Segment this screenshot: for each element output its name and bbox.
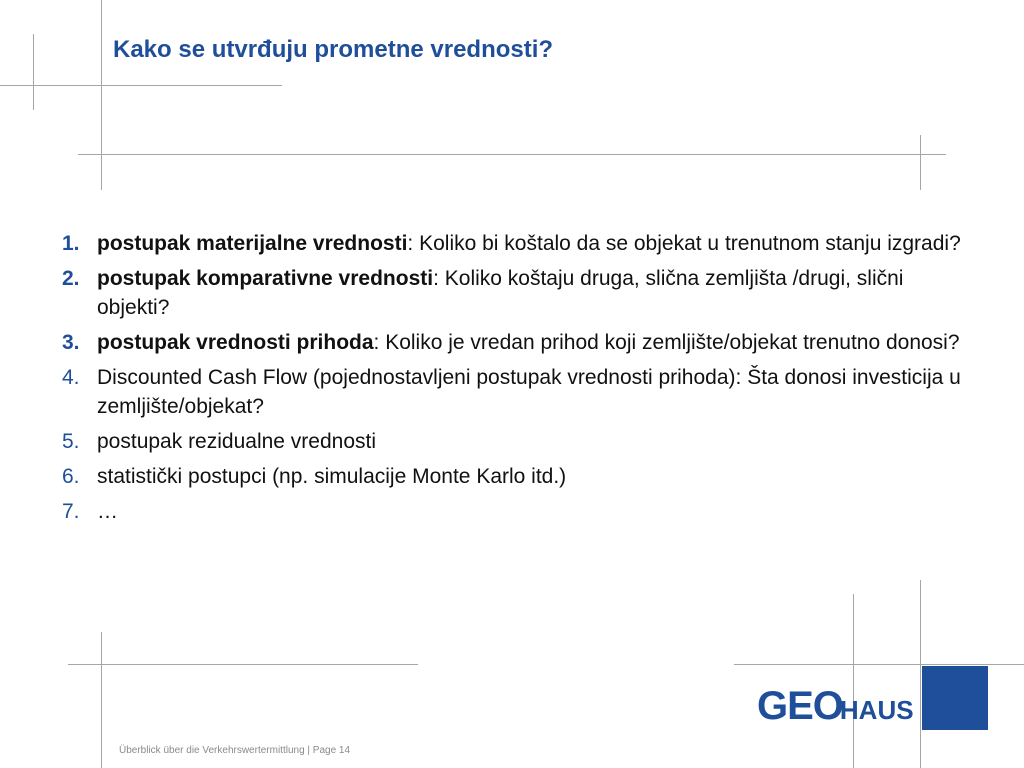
list-item-term: postupak materijalne vrednosti	[97, 232, 408, 255]
grid-line	[920, 580, 921, 768]
list-number: 2.	[62, 267, 80, 290]
list-item	[62, 462, 962, 491]
grid-line	[920, 135, 921, 190]
list-item	[62, 264, 962, 322]
grid-line	[78, 154, 946, 155]
logo-square	[922, 666, 988, 730]
grid-line	[101, 632, 102, 768]
list-item	[62, 497, 962, 526]
list-item-text: postupak rezidualne vrednosti	[97, 430, 377, 453]
method-list	[62, 229, 962, 532]
list-item	[62, 328, 962, 357]
list-item	[62, 363, 962, 421]
grid-line	[33, 34, 34, 110]
list-item-term: postupak vrednosti prihoda	[97, 331, 374, 354]
list-item-term: postupak komparativne vrednosti	[97, 267, 434, 290]
list-item-text: …	[97, 500, 118, 523]
geohaus-logo	[757, 684, 914, 729]
list-item-text: : Koliko je vredan prihod koji zemljište/objekat trenutno donosi?	[373, 331, 960, 354]
list-number: 7.	[62, 500, 80, 523]
list-number: 1.	[62, 232, 80, 255]
logo-haus: HAUS	[839, 695, 914, 725]
list-item-text: Discounted Cash Flow (pojednostavljeni postupak vrednosti prihoda): Šta donosi investicija u zemljište/objekat?	[97, 366, 961, 418]
list-number: 5.	[62, 430, 80, 453]
grid-line	[853, 594, 854, 768]
grid-line	[0, 85, 282, 86]
grid-line	[734, 664, 1024, 665]
grid-line	[101, 0, 102, 190]
list-item	[62, 427, 962, 456]
logo-geo: GEO	[757, 684, 843, 728]
slide-title: Kako se utvrđuju prometne vrednosti?	[113, 36, 554, 63]
list-item-text: : Koliko bi koštalo da se objekat u trenutnom stanju izgradi?	[407, 232, 961, 255]
list-item	[62, 229, 962, 258]
list-number: 3.	[62, 331, 80, 354]
list-number: 4.	[62, 366, 80, 389]
list-number: 6.	[62, 465, 80, 488]
grid-line	[68, 664, 418, 665]
list-item-text: : Koliko koštaju druga, slična zemljišta /drugi, slični objekti?	[97, 267, 904, 319]
footer-text: Überblick über die Verkehrswertermittlung | Page 14	[119, 745, 351, 756]
list-item-text: statistički postupci (np. simulacije Monte Karlo itd.)	[97, 465, 567, 488]
